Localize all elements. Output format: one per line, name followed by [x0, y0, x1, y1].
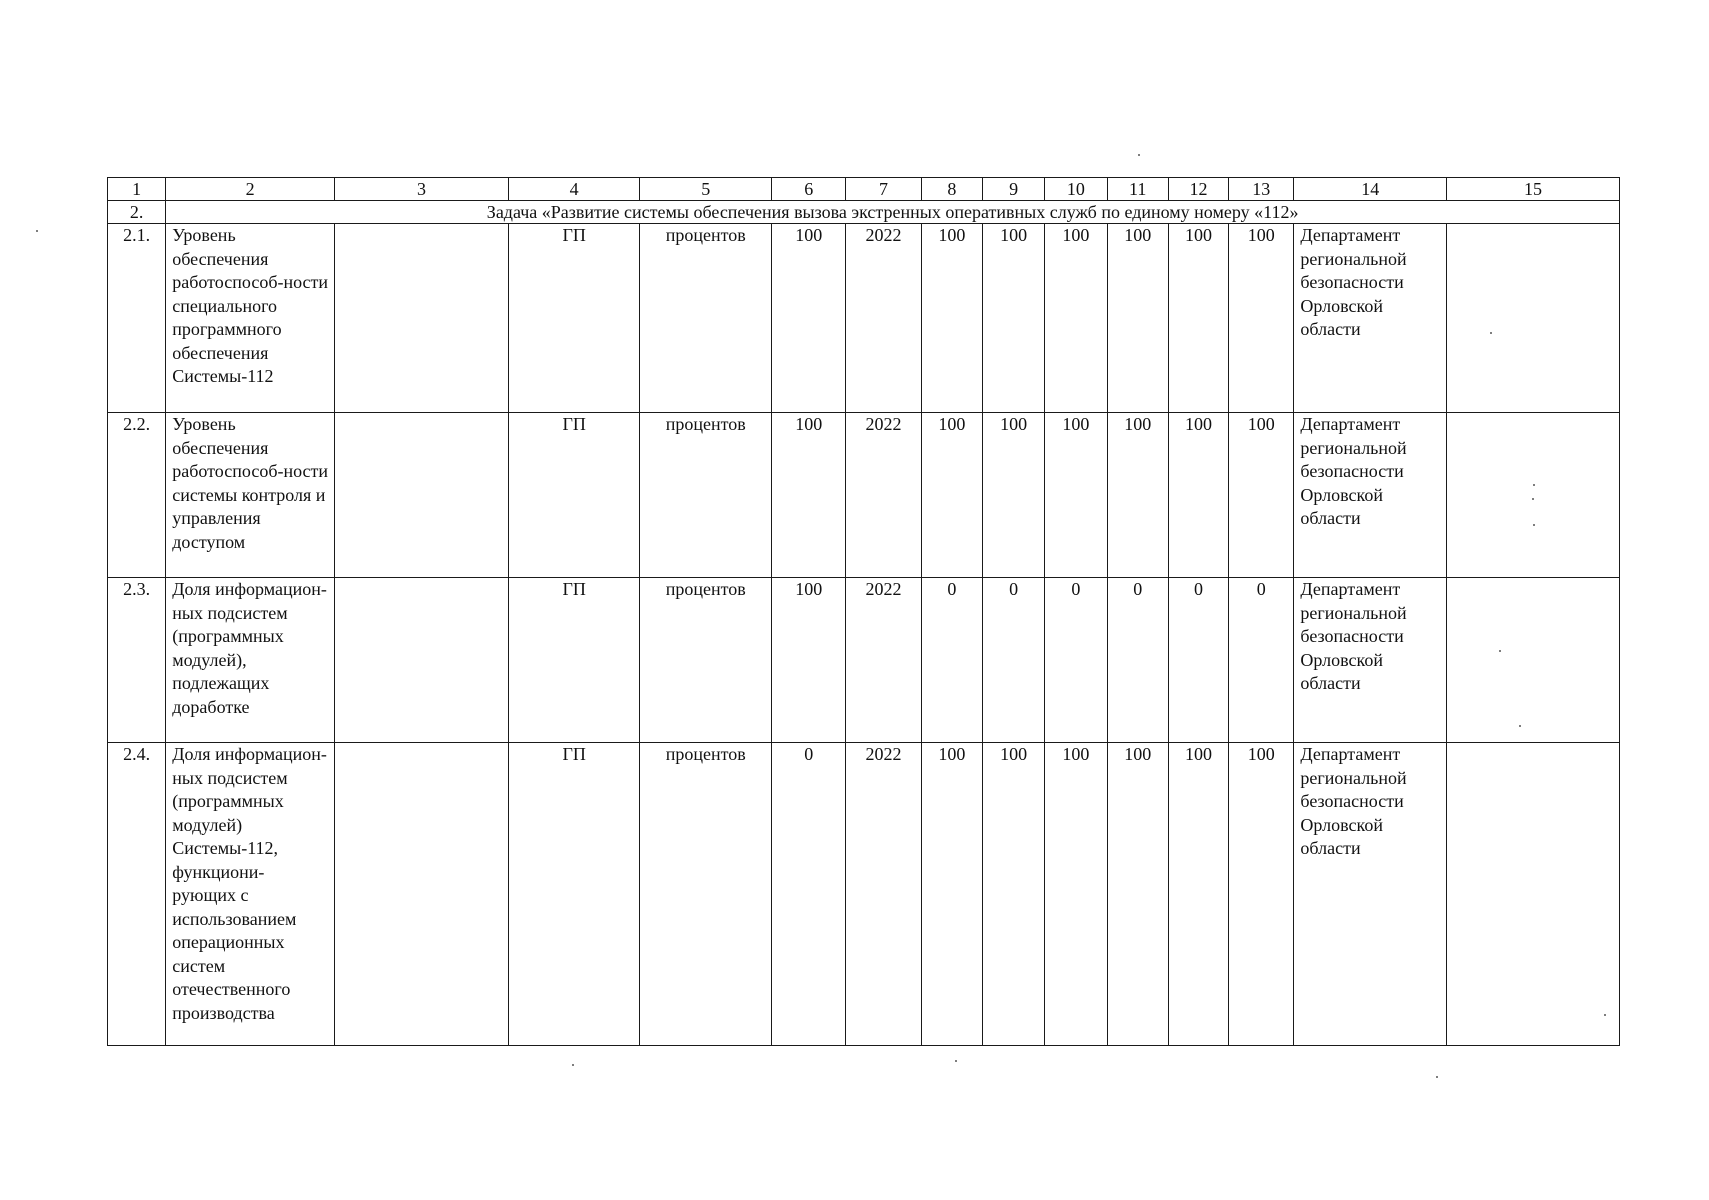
cell-col-9: 100 [983, 413, 1045, 578]
cell-col-12: 0 [1168, 578, 1228, 743]
cell-col-10: 0 [1045, 578, 1107, 743]
header-cell: 5 [640, 178, 772, 201]
cell-col-13: 100 [1229, 413, 1294, 578]
task-number: 2. [108, 201, 166, 224]
header-cell: 12 [1168, 178, 1228, 201]
header-cell: 6 [772, 178, 846, 201]
scan-speck [1499, 650, 1501, 652]
cell-col-9: 0 [983, 578, 1045, 743]
cell-base-year: 2022 [846, 224, 921, 413]
cell-base-value: 100 [772, 224, 846, 413]
cell-base-value: 100 [772, 578, 846, 743]
responsible-department: Департамент региональной безопасности Орловской области [1294, 224, 1447, 413]
scan-speck [572, 1064, 574, 1066]
cell-col-11: 100 [1107, 743, 1168, 1046]
header-cell: 3 [335, 178, 509, 201]
cell-col-3 [335, 413, 509, 578]
responsible-department: Департамент региональной безопасности Орловской области [1294, 743, 1447, 1046]
cell-base-value: 100 [772, 413, 846, 578]
task-row [108, 201, 1620, 224]
header-cell: 8 [921, 178, 982, 201]
row-number: 2.2. [108, 413, 166, 578]
cell-col-4: ГП [508, 224, 640, 413]
scan-speck [1533, 524, 1535, 526]
cell-unit: процентов [640, 224, 772, 413]
cell-col-8: 0 [921, 578, 982, 743]
cell-col-12: 100 [1168, 224, 1228, 413]
cell-col-4: ГП [508, 578, 640, 743]
cell-col-13: 0 [1229, 578, 1294, 743]
cell-col-11: 100 [1107, 224, 1168, 413]
cell-col-12: 100 [1168, 413, 1228, 578]
header-cell: 9 [983, 178, 1045, 201]
cell-unit: процентов [640, 743, 772, 1046]
header-cell: 1 [108, 178, 166, 201]
cell-col-15 [1447, 578, 1620, 743]
scan-speck [1138, 154, 1140, 156]
header-cell: 2 [166, 178, 335, 201]
indicator-name: Уровень обеспечения работоспособ-ности системы контроля и управления доступом [166, 413, 335, 578]
cell-unit: процентов [640, 413, 772, 578]
cell-col-8: 100 [921, 743, 982, 1046]
cell-col-10: 100 [1045, 413, 1107, 578]
header-cell: 13 [1229, 178, 1294, 201]
cell-col-12: 100 [1168, 743, 1228, 1046]
cell-base-value: 0 [772, 743, 846, 1046]
cell-col-10: 100 [1045, 743, 1107, 1046]
indicator-name: Доля информацион-ных подсистем (программных модулей), подлежащих доработке [166, 578, 335, 743]
cell-col-8: 100 [921, 224, 982, 413]
table-row [108, 224, 1620, 413]
cell-unit: процентов [640, 578, 772, 743]
indicator-name: Доля информацион-ных подсистем (программных модулей) Системы-112, функциони-рующих с использованием операционных систем отечественного производства [166, 743, 335, 1046]
row-number: 2.1. [108, 224, 166, 413]
cell-col-4: ГП [508, 413, 640, 578]
row-number: 2.3. [108, 578, 166, 743]
header-cell: 11 [1107, 178, 1168, 201]
cell-col-3 [335, 224, 509, 413]
cell-col-11: 100 [1107, 413, 1168, 578]
cell-col-10: 100 [1045, 224, 1107, 413]
cell-col-8: 100 [921, 413, 982, 578]
cell-col-15 [1447, 224, 1620, 413]
column-number-row [108, 178, 1620, 201]
responsible-department: Департамент региональной безопасности Орловской области [1294, 413, 1447, 578]
header-cell: 4 [508, 178, 640, 201]
cell-col-11: 0 [1107, 578, 1168, 743]
row-number: 2.4. [108, 743, 166, 1046]
header-cell: 10 [1045, 178, 1107, 201]
cell-col-9: 100 [983, 224, 1045, 413]
cell-col-4: ГП [508, 743, 640, 1046]
indicator-name: Уровень обеспечения работоспособ-ности специального программного обеспечения Системы-112 [166, 224, 335, 413]
cell-col-9: 100 [983, 743, 1045, 1046]
header-cell: 15 [1447, 178, 1620, 201]
scan-speck [955, 1060, 957, 1062]
table-row [108, 578, 1620, 743]
cell-base-year: 2022 [846, 578, 921, 743]
cell-col-13: 100 [1229, 224, 1294, 413]
cell-base-year: 2022 [846, 413, 921, 578]
cell-base-year: 2022 [846, 743, 921, 1046]
header-cell: 14 [1294, 178, 1447, 201]
scan-speck [36, 230, 38, 232]
scan-speck [1533, 484, 1535, 486]
scan-speck [1490, 332, 1492, 334]
scan-speck [1519, 725, 1521, 727]
table-row [108, 413, 1620, 578]
cell-col-3 [335, 743, 509, 1046]
cell-col-15 [1447, 743, 1620, 1046]
task-title: Задача «Развитие системы обеспечения вызова экстренных оперативных служб по единому номеру «112» [166, 201, 1620, 224]
scan-speck [1604, 1014, 1606, 1016]
header-cell: 7 [846, 178, 921, 201]
indicators-table [107, 177, 1620, 1046]
responsible-department: Департамент региональной безопасности Орловской области [1294, 578, 1447, 743]
cell-col-3 [335, 578, 509, 743]
table-row [108, 743, 1620, 1046]
cell-col-15 [1447, 413, 1620, 578]
scan-speck [1532, 498, 1534, 500]
scan-speck [1436, 1076, 1438, 1078]
cell-col-13: 100 [1229, 743, 1294, 1046]
